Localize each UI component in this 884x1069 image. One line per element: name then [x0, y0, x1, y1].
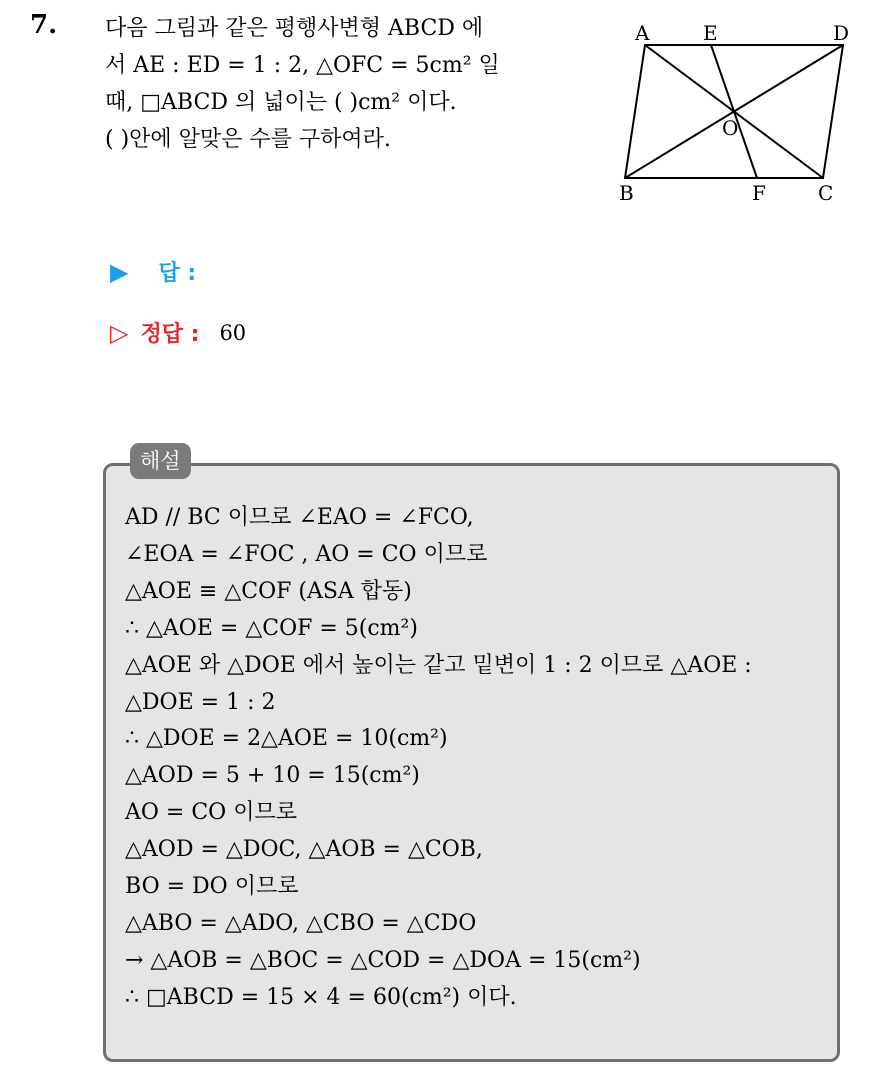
- segment-ef: [711, 45, 757, 178]
- label-d: D: [833, 21, 850, 45]
- solution-line-6: △DOE = 1 : 2: [125, 689, 276, 715]
- solution-line-14: ∴ □ABCD = 15 × 4 = 60(cm²) 이다.: [125, 984, 517, 1010]
- answer-label: 답 :: [158, 261, 197, 286]
- solution-line-4: ∴ △AOE = △COF = 5(cm²): [125, 615, 418, 641]
- correct-answer-row: [110, 317, 246, 348]
- label-e: E: [703, 21, 718, 45]
- solution-line-8: △AOD = 5 + 10 = 15(cm²): [125, 763, 420, 789]
- solution-line-13: → △AOB = △BOC = △COD = △DOA = 15(cm²): [125, 947, 641, 973]
- label-c: C: [818, 181, 834, 205]
- question-number: 7.: [30, 10, 58, 40]
- solution-line-9: AO = CO 이므로: [125, 800, 297, 826]
- question-line-3: 때, □ABCD 의 넓이는 ( )cm² 이다.: [105, 90, 457, 115]
- solution-line-12: △ABO = △ADO, △CBO = △CDO: [125, 910, 477, 936]
- solution-title: 해설: [130, 443, 191, 479]
- answer-arrow-icon: ▶: [110, 257, 129, 286]
- correct-answer-arrow-icon: ▷: [110, 318, 129, 347]
- question-line-1: 다음 그림과 같은 평행사변형 ABCD 에: [105, 16, 484, 41]
- question-line-4: ( )안에 알맞은 수를 구하여라.: [105, 127, 391, 152]
- question-line-2: 서 AE : ED = 1 : 2, △OFC = 5cm² 일: [105, 53, 500, 78]
- correct-answer-value: 60: [219, 320, 247, 345]
- answer-row: [110, 256, 196, 287]
- label-o: O: [722, 116, 739, 140]
- solution-line-7: ∴ △DOE = 2△AOE = 10(cm²): [125, 726, 448, 752]
- question-text: [105, 10, 585, 158]
- solution-lines: [125, 500, 835, 1017]
- label-a: A: [635, 21, 650, 45]
- label-f: F: [752, 181, 766, 205]
- solution-line-5: △AOE 와 △DOE 에서 높이는 같고 밑변이 1 : 2 이므로 △AOE :: [125, 652, 752, 678]
- solution-line-3: △AOE ≡ △COF (ASA 합동): [125, 578, 412, 604]
- solution-line-2: ∠EOA = ∠FOC , AO = CO 이므로: [125, 541, 488, 567]
- parallelogram-figure: [605, 15, 865, 210]
- solution-line-11: BO = DO 이므로: [125, 874, 299, 900]
- correct-answer-label: 정답 :: [140, 322, 200, 347]
- label-b: B: [619, 181, 634, 205]
- solution-line-1: AD // BC 이므로 ∠EAO = ∠FCO,: [125, 505, 474, 530]
- solution-line-10: △AOD = △DOC, △AOB = △COB,: [125, 837, 483, 863]
